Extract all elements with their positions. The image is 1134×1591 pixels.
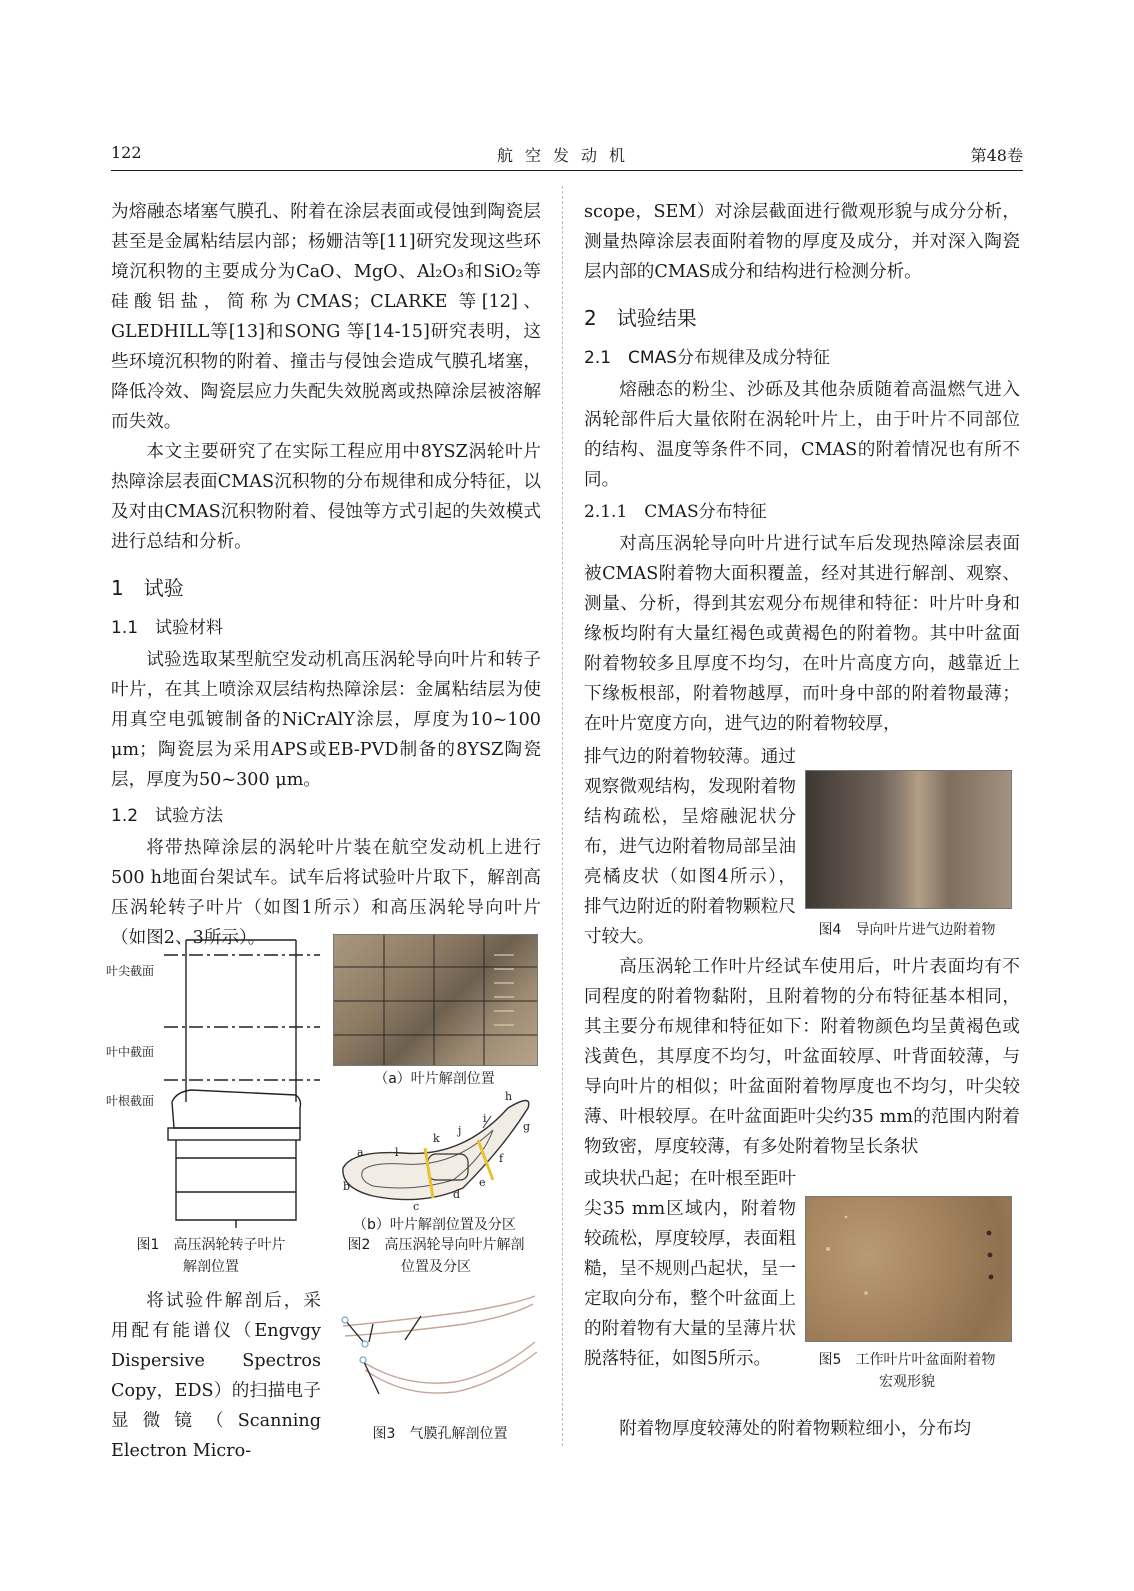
paragraph: 为熔融态堵塞气膜孔、附着在涂层表面或侵蚀到陶瓷层甚至是金属粘结层内部；杨姗洁等[11]研究发现这些环境沉积物的主要成分为CaO、MgO、Al₂O₃和SiO₂等硅酸铝盐，简称为CMAS；CLARKE 等[12]、GLEDHILL等[13]和SONG 等[14-15]研究表明，这些环境沉积物的附着、撞击与侵蚀会造成气膜孔堵塞，降低冷效、陶瓷层应力失配失效脱离或热障涂层被溶解而失效。: [111, 202, 541, 432]
zone-label: g: [523, 1120, 531, 1133]
figure-3-caption: 图3 气膜孔解剖位置: [372, 1426, 508, 1442]
zone-label: b: [343, 1180, 351, 1193]
zone-label: j: [458, 1124, 462, 1137]
header-rule: [111, 170, 1023, 171]
paragraph: 熔融态的粉尘、沙砾及其他杂质随着高温燃气进入涡轮部件后大量依附在涡轮叶片上，由于叶片不同部位的结构、温度等条件不同，CMAS的附着情况也有所不同。: [584, 380, 1020, 490]
figure-3: [335, 1290, 543, 1410]
dissection-grid: [334, 935, 537, 1065]
right-column: [584, 197, 1020, 739]
zone-label: e: [479, 1176, 486, 1189]
paragraph: 将试验件解剖后，采用配有能谱仪（Engvgy Dispersive Spectros Copy，EDS）的扫描电子显微镜（Scanning Electron Micro-: [111, 1291, 321, 1461]
right-wrap-paragraph-2: [584, 1164, 796, 1374]
zone-label: d: [453, 1188, 461, 1201]
section-heading: 1 试验: [111, 576, 184, 600]
running-header: [111, 143, 1023, 169]
zone-label: h: [505, 1090, 513, 1103]
subsubsection-heading: 2.1.1 CMAS分布特征: [584, 502, 767, 522]
figure-2a-photo: [333, 934, 538, 1066]
figure-5-photo: [805, 1196, 1012, 1342]
paragraph: 排气边的附着物较薄。通过观察微观结构，发现附着物结构疏松，呈熔融泥状分布，进气边附着物局部呈油亮橘皮状（如图4所示），排气边附近的附着物颗粒尺寸较大。: [584, 747, 796, 947]
cooling-hole-sketch: [335, 1290, 543, 1410]
subsection-heading: 2.1 CMAS分布规律及成分特征: [584, 348, 830, 368]
section-label-root: 叶根截面: [106, 1094, 155, 1108]
figure-4-caption: 图4 导向叶片进气边附着物: [818, 922, 996, 938]
zone-label: l: [395, 1146, 399, 1159]
paragraph: 对高压涡轮导向叶片进行试车后发现热障涂层表面被CMAS附着物大面积覆盖，经对其进行解剖、观察、测量、分析，得到其宏观分布规律和特征：叶片叶身和缘板均附有大量红褐色或黄褐色的附着物。其中叶盆面附着物较多且厚度不均匀，在叶片高度方向，越靠近上下缘板根部，附着物越厚，而叶身中部的附着物最薄；在叶片宽度方向，进气边的附着物较厚，: [584, 534, 1020, 734]
section-label-tip: 叶尖截面: [106, 964, 155, 978]
paragraph: 试验选取某型航空发动机高压涡轮导向叶片和转子叶片，在其上喷涂双层结构热障涂层：金属粘结层为使用真空电弧镀制备的NiCrAlY涂层，厚度为10~100 μm；陶瓷层为采用APS或EB-PVD制备的8YSZ陶瓷层，厚度为50~300 μm。: [111, 650, 541, 790]
caption-line: 图1 高压涡轮转子叶片: [136, 1237, 286, 1253]
caption-line: 位置及分区: [401, 1259, 471, 1275]
figure-4-photo: [805, 770, 1012, 909]
paragraph: 或块状凸起；在叶根至距叶尖35 mm区域内，附着物较疏松，厚度较厚，表面粗糙，呈不规则凸起状，呈一定取向分布，整个叶盆面上的附着物有大量的呈薄片状脱落特征，如图5所示。: [584, 1169, 796, 1369]
figure-2a-subcaption: （a）叶片解剖位置: [374, 1071, 495, 1087]
figure-1: [106, 930, 326, 1230]
caption-line: 图5 工作叶片叶盆面附着物: [818, 1352, 996, 1368]
airfoil-zone-sketch: [333, 1088, 543, 1218]
figure-1-caption: [111, 1234, 311, 1278]
right-column-continued: [584, 952, 1020, 1162]
subsection-heading: 1.1 试验材料: [111, 618, 224, 638]
paragraph: 本文主要研究了在实际工程应用中8YSZ涡轮叶片热障涂层表面CMAS沉积物的分布规律和成分特征，以及对由CMAS沉积物附着、侵蚀等方式引起的失效模式进行总结和分析。: [111, 442, 541, 552]
zone-label: i: [483, 1112, 487, 1125]
page-number: 122: [111, 143, 142, 162]
paragraph: scope，SEM）对涂层截面进行微观形貌与成分分析，测量热障涂层表面附着物的厚度及成分，并对深入陶瓷层内部的CMAS成分和结构进行检测分析。: [584, 202, 1020, 282]
subsection-heading: 1.2 试验方法: [111, 806, 224, 826]
figure-2b: [333, 1088, 543, 1218]
caption-line: 宏观形貌: [879, 1374, 935, 1390]
caption-line: 解剖位置: [183, 1259, 239, 1275]
volume-label: 第48卷: [970, 146, 1023, 165]
zone-label: k: [433, 1132, 440, 1145]
left-column: [111, 197, 541, 953]
right-wrap-paragraph: [584, 742, 796, 952]
zone-label: f: [499, 1152, 504, 1165]
journal-title: 航空发动机: [496, 146, 637, 165]
paragraph: 高压涡轮工作叶片经试车使用后，叶片表面均有不同程度的附着物黏附，且附着物的分布特征基本相同，其主要分布规律和特征如下：附着物颜色均呈黄褐色或浅黄色，其厚度不均匀，叶盆面较厚、叶背面较薄，与导向叶片的相似；叶盆面附着物厚度也不均匀，叶尖较薄、叶根较厚。在叶盆面距叶尖约35 mm的范围内附着物致密，厚度较薄，有多处附着物呈长条状: [584, 957, 1020, 1157]
figure-2-caption: [326, 1234, 546, 1278]
deposit-texture: [806, 1197, 1011, 1341]
zone-label: a: [357, 1146, 364, 1159]
paragraph: 附着物厚度较薄处的附着物颗粒细小，分布均: [619, 1419, 972, 1439]
caption-line: 图2 高压涡轮导向叶片解剖: [347, 1237, 525, 1253]
column-separator: [562, 186, 563, 1446]
figure-2b-subcaption: （b）叶片解剖位置及分区: [353, 1217, 516, 1233]
right-column-tail: [584, 1414, 1020, 1444]
paragraph: 将带热障涂层的涡轮叶片装在航空发动机上进行500 h地面台架试车。试车后将试验叶片取下，解剖高压涡轮转子叶片（如图1所示）和高压涡轮导向叶片（如图2、3所示）。: [111, 838, 541, 948]
zone-label: c: [413, 1200, 420, 1213]
section-heading: 2 试验结果: [584, 306, 697, 330]
figure-5-caption: [800, 1349, 1014, 1393]
left-wrap-paragraph: [111, 1286, 321, 1466]
section-label-mid: 叶中截面: [106, 1045, 155, 1059]
